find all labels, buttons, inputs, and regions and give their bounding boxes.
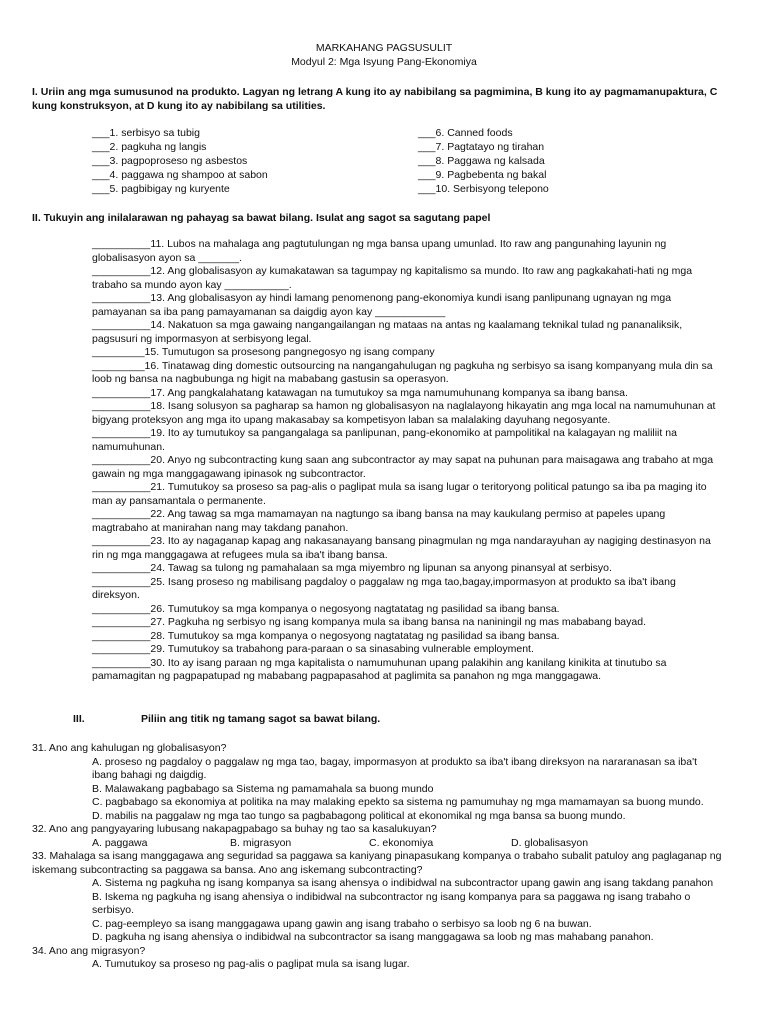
- section-3-number: III.: [73, 713, 85, 725]
- identification-item: __________18. Isang solusyon sa pagharap sa hamon ng globalisasyon na naglalayong hikayatin ang mga local na namumuhunan at bigyang proteksyon ang mga ito upang makasabay sa kompetisyon laban sa malalaking dayuhang negosyante.: [92, 400, 716, 426]
- section-2-items: [92, 238, 717, 684]
- answer-options-row: [32, 837, 722, 851]
- classification-item: ___7. Pagtatayo ng tirahan: [418, 141, 545, 153]
- question-text: 32. Ano ang pangyayaring lubusang nakapagpabago sa buhay ng tao sa kasalukuyan?: [32, 823, 437, 835]
- question-32: [32, 823, 722, 850]
- section-2-instruction: II. Tukuyin ang inilalarawan ng pahayag sa bawat bilang. Isulat ang sagot sa sagutang papel: [32, 212, 491, 224]
- question-text: 31. Ano ang kahulugan ng globalisasyon?: [32, 742, 227, 754]
- answer-option: A. paggawa: [92, 836, 148, 849]
- answer-option: A. Tumutukoy sa proseso ng pag-alis o paglipat mula sa isang lugar.: [92, 958, 410, 970]
- identification-item: __________27. Pagkuha ng serbisyo ng isang kompanya mula sa ibang bansa na naniningil ng mas mababang bayad.: [92, 616, 646, 628]
- question-34: [32, 945, 722, 972]
- classification-item: ___4. paggawa ng shampoo at sabon: [92, 169, 268, 181]
- answer-option: B. migrasyon: [230, 836, 292, 849]
- question-31: [32, 742, 722, 823]
- identification-item: __________26. Tumutukoy sa mga kompanya o negosyong nagtatatag ng pasilidad sa ibang bansa.: [92, 602, 560, 615]
- section-3-heading: [73, 713, 380, 727]
- answer-option: D. pagkuha ng isang ahensiya o indibidwal na subcontractor sa isang manggagawa sa loob ng mas mahabang panahon.: [92, 931, 654, 943]
- answer-option: A. proseso ng pagdaloy o paggalaw ng mga tao, bagay, impormasyon at produkto sa iba't ibang direksyon na nararanasan sa iba't ibang bahagi ng daigdig.: [92, 755, 698, 781]
- identification-item: __________20. Anyo ng subcontracting kung saan ang subcontractor ay may sapat na puhunan para maisagawa ang trabaho at mga gawain ng mga manggagawang ipinasok ng subcontractor.: [92, 454, 714, 480]
- classification-item: ___1. serbisyo sa tubig: [92, 127, 200, 139]
- classification-item: ___8. Paggawa ng kalsada: [418, 155, 545, 167]
- identification-item: _________16. Tinatawag ding domestic outsourcing na nangangahulugan ng pagkuha ng serbisyo sa isang kompanyang mula din sa loob ng bansa na nagbubunga ng higit na mababang gastusin sa operasyon.: [92, 359, 713, 385]
- answer-option: C. pag-eempleyo sa isang manggagawa upang gawin ang isang trabaho o serbisyo sa loob ng 6 na buwan.: [92, 917, 592, 930]
- answer-option: A. Sistema ng pagkuha ng isang kompanya sa isang ahensya o indibidwal na subcontractor upang gawin ang isang takdang panahon: [92, 877, 714, 889]
- answer-option: D. globalisasyon: [511, 836, 589, 849]
- identification-item: __________22. Ang tawag sa mga mamamayan na nagtungo sa ibang bansa na may kaukulang permiso at papeles upang magtrabaho at manirahan nang may takdang panahon.: [92, 508, 666, 534]
- answer-option: C. pagbabago sa ekonomiya at politika na may malaking epekto sa sistema ng pamumuhay ng mga mamamayan sa buong mundo.: [92, 796, 704, 808]
- section-1-instruction: I. Uriin ang mga sumusunod na produkto. Lagyan ng letrang A kung ito ay nabibilang sa pagmimina, B kung ito ay pagmamanupaktura, C kung konstruksyon, at D kung ito ay nabibilang sa utilities.: [32, 86, 718, 112]
- question-text: 34. Ano ang migrasyon?: [32, 944, 146, 957]
- answer-option: B. Malawakang pagbabago sa Sistema ng pamamahala sa buong mundo: [92, 782, 434, 795]
- question-text: 33. Mahalaga sa isang manggagawa ang seguridad sa paggawa sa kaniyang pinapasukang kompanya o trabaho subalit patuloy ang paglaganap ng iskemang subcontracting sa paggawa sa bansa. Ano ang iskemang subcontracting?: [32, 850, 722, 876]
- document-header: [0, 41, 768, 69]
- identification-item: __________11. Lubos na mahalaga ang pagtutulungan ng mga bansa upang umunlad. Ito raw ang pangunahing layunin ng globalisasyon ayon sa _______.: [92, 238, 667, 264]
- answer-option: D. mabilis na paggalaw ng mga tao tungo sa pagbabagong political at ekonomikal ng mga bansa sa buong mundo.: [92, 809, 626, 822]
- classification-item: ___6. Canned foods: [418, 127, 513, 139]
- exam-title: MARKAHANG PAGSUSULIT: [315, 42, 453, 54]
- identification-item: __________25. Isang proseso ng mabilisang pagdaloy o paggalaw ng mga tao,bagay,impormasyon at produkto sa iba't ibang direksyon.: [92, 575, 676, 601]
- classification-item: ___5. pagbibigay ng kuryente: [92, 183, 230, 195]
- identification-item: __________13. Ang globalisasyon ay hindi lamang penomenong pang-ekonomiya kundi isang panlipunang ugnayan ng mga pamayanan sa iba pang pamayamanan sa daigdig ayon kay ____________: [92, 292, 672, 318]
- classification-item: ___10. Serbisyong telepono: [418, 183, 549, 195]
- section-3-instruction: Piliin ang titik ng tamang sagot sa bawat bilang.: [141, 713, 381, 725]
- identification-item: __________12. Ang globalisasyon ay kumakatawan sa tagumpay ng kapitalismo sa mundo. Ito raw ang pagkakahati-hati ng mga trabaho sa mundo ayon kay ___________.: [92, 265, 693, 291]
- answer-option: B. Iskema ng pagkuha ng isang ahensiya o indibidwal na subcontractor ng isang kompanya para sa paggawa ng isang trabaho o serbisyo.: [92, 890, 691, 916]
- identification-item: __________14. Nakatuon sa mga gawaing nangangailangan ng mataas na antas ng kaalamang teknikal tulad ng pananaliksik, pagsusuri ng impormasyon at serbisyong legal.: [92, 319, 683, 345]
- identification-item: __________17. Ang pangkalahatang katawagan na tumutukoy sa mga namumuhunang kompanya sa ibang bansa.: [92, 386, 628, 399]
- classification-item: ___9. Pagbebenta ng bakal: [418, 169, 547, 181]
- question-33: [32, 850, 722, 945]
- identification-item: __________19. Ito ay tumutukoy sa pangangalaga sa panlipunan, pang-ekonomiko at pampolitikal na kalagayan ng maliliit na namumuhunan.: [92, 427, 677, 453]
- module-subtitle: Modyul 2: Mga Isyung Pang-Ekonomiya: [291, 56, 477, 68]
- section-1-left-column: [92, 126, 392, 196]
- classification-item: ___2. pagkuha ng langis: [92, 141, 207, 153]
- identification-item: __________23. Ito ay nagaganap kapag ang nakasanayang bansang pinagmulan ng mga nandarayuhan ay nagiging destinasyon na rin ng mga manggagawa at refugees mula sa iba't ibang bansa.: [92, 535, 711, 561]
- identification-item: __________24. Tawag sa tulong ng pamahalaan sa mga miyembro ng lipunan sa anyong pinansyal at serbisyo.: [92, 562, 612, 574]
- identification-item: __________29. Tumutukoy sa trabahong para-paraan o sa sinasabing vulnerable employment.: [92, 643, 534, 655]
- section-1-right-column: [418, 126, 718, 196]
- identification-item: _________15. Tumutugon sa prosesong pangnegosyo ng isang company: [92, 346, 435, 358]
- identification-item: __________28. Tumutukoy sa mga kompanya o negosyong nagtatatag ng pasilidad sa ibang bansa.: [92, 629, 560, 642]
- identification-item: __________21. Tumutukoy sa proseso sa pag-alis o paglipat mula sa isang lugar o teritoryong political patungo sa iba pa maging ito man ay pansamantala o permanente.: [92, 481, 707, 507]
- identification-item: __________30. Ito ay isang paraan ng mga kapitalista o namumuhunan upang palakihin ang kanilang kinikita at tinutubo sa pamamagitan ng pagpapatupad ng mababang pagpapasahod at paglimita sa panahon ng mga manggagawa.: [92, 656, 667, 682]
- classification-item: ___3. pagpoproseso ng asbestos: [92, 155, 248, 167]
- multiple-choice-questions: [32, 742, 722, 972]
- answer-option: C. ekonomiya: [369, 836, 434, 849]
